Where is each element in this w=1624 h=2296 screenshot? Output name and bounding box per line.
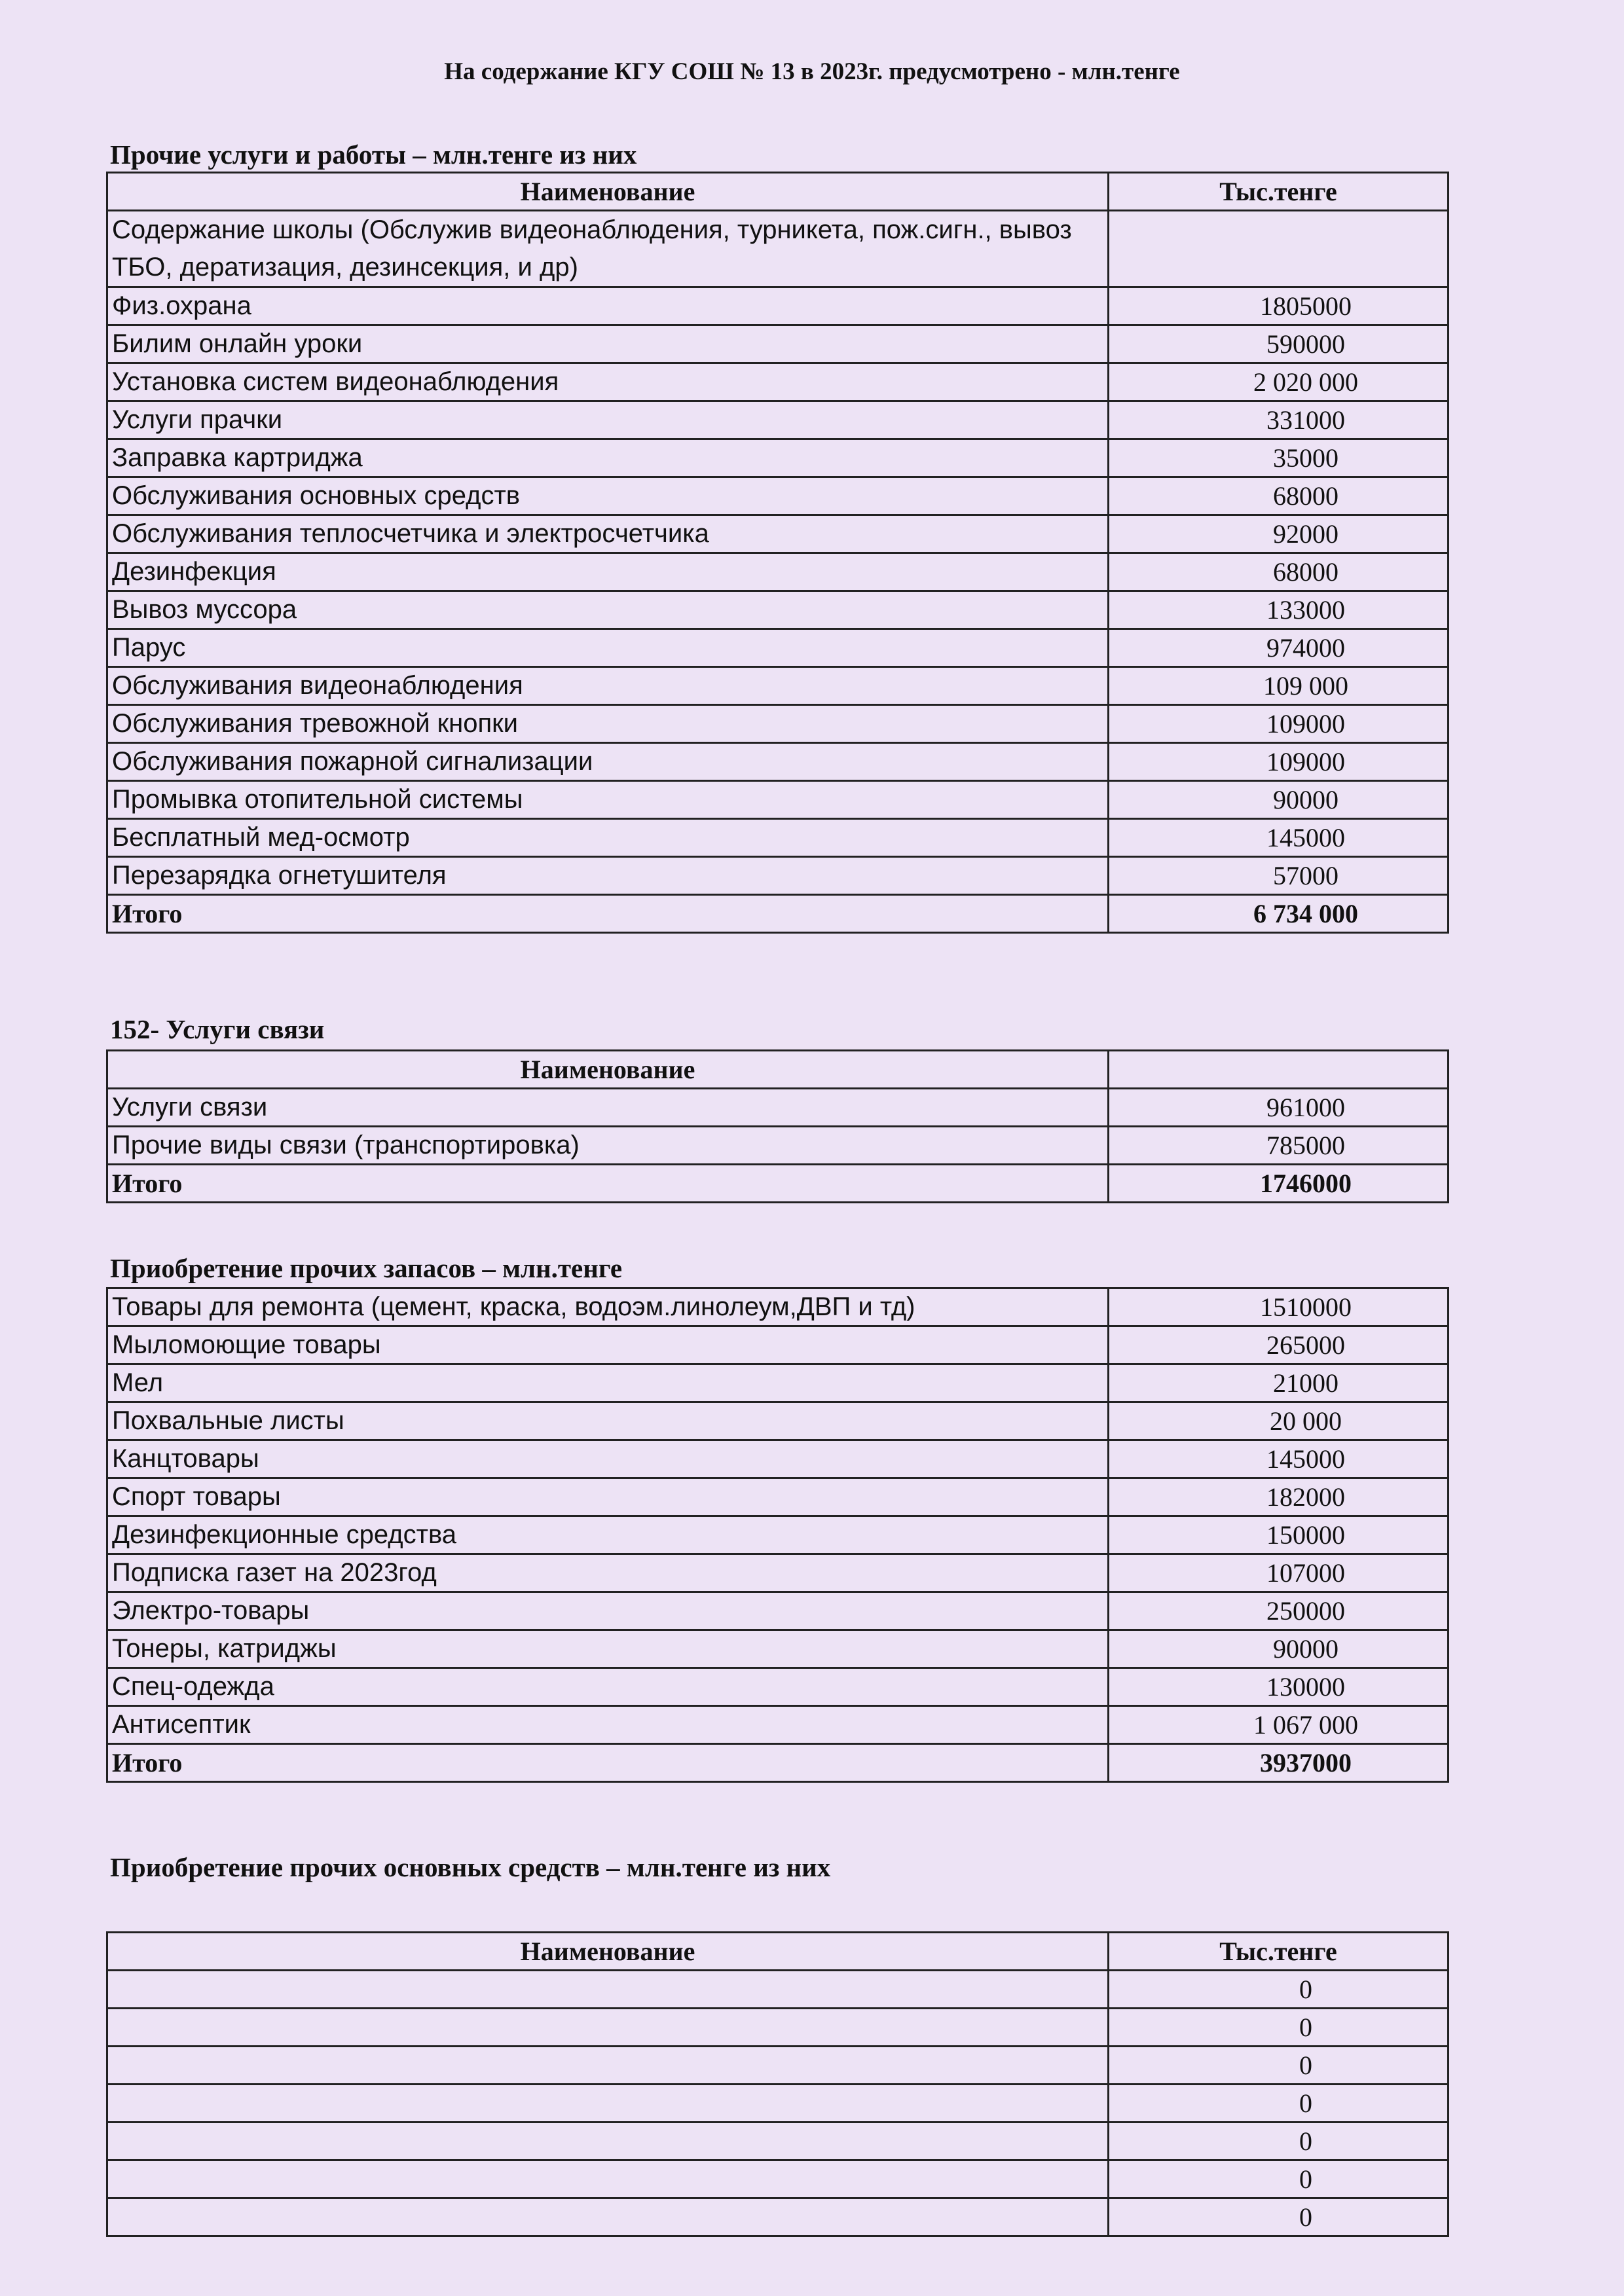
item-name: Электро-товары xyxy=(107,1592,1109,1630)
item-name: Услуги прачки xyxy=(107,401,1109,439)
item-name: Дезинфекция xyxy=(107,553,1109,591)
total-value: 1746000 xyxy=(1109,1165,1449,1203)
item-name: Мыломоющие товары xyxy=(107,1326,1109,1364)
table-row xyxy=(107,287,1449,325)
item-name: Похвальные листы xyxy=(107,1402,1109,1440)
column-header-value: Тыс.тенге xyxy=(1109,173,1449,211)
item-value: 0 xyxy=(1109,2123,1449,2160)
page-title: На содержание КГУ СОШ № 13 в 2023г. предусмотрено - млн.тенге xyxy=(444,58,1180,85)
table-row xyxy=(107,1592,1449,1630)
table-row xyxy=(107,553,1449,591)
section1-header-row xyxy=(107,173,1449,211)
item-value: 0 xyxy=(1109,1971,1449,2009)
item-name: Обслуживания тревожной кнопки xyxy=(107,705,1109,743)
table-row xyxy=(107,1668,1449,1706)
item-name: Прочие виды связи (транспортировка) xyxy=(107,1127,1109,1165)
table-row xyxy=(107,1127,1449,1165)
table-row xyxy=(107,819,1449,857)
item-value: 109000 xyxy=(1109,705,1449,743)
item-value: 0 xyxy=(1109,2047,1449,2085)
section3-table xyxy=(106,1287,1449,1783)
item-name: Антисептик xyxy=(107,1706,1109,1744)
table-row xyxy=(107,2009,1449,2047)
item-value: 961000 xyxy=(1109,1089,1449,1127)
total-value: 3937000 xyxy=(1109,1744,1449,1782)
item-value: 68000 xyxy=(1109,553,1449,591)
table-row xyxy=(107,515,1449,553)
item-name: Вывоз муссора xyxy=(107,591,1109,629)
item-value: 145000 xyxy=(1109,1440,1449,1478)
section4-heading: Приобретение прочих основных средств – млн.тенге из них xyxy=(110,1852,831,1882)
item-name: Тонеры, катриджы xyxy=(107,1630,1109,1668)
table-row xyxy=(107,1516,1449,1554)
item-name: Канцтовары xyxy=(107,1440,1109,1478)
item-name: Билим онлайн уроки xyxy=(107,325,1109,363)
item-name xyxy=(107,2123,1109,2160)
item-name: Заправка картриджа xyxy=(107,439,1109,477)
item-name xyxy=(107,2160,1109,2198)
item-value: 0 xyxy=(1109,2085,1449,2123)
item-name: Обслуживания основных средств xyxy=(107,477,1109,515)
item-name: Промывка отопительной системы xyxy=(107,781,1109,819)
section2-header-row xyxy=(107,1051,1449,1089)
item-value: 1510000 xyxy=(1109,1288,1449,1326)
item-value: 974000 xyxy=(1109,629,1449,667)
item-value: 109000 xyxy=(1109,743,1449,781)
total-label: Итого xyxy=(107,895,1109,933)
item-name: Обслуживания пожарной сигнализации xyxy=(107,743,1109,781)
item-value: 0 xyxy=(1109,2009,1449,2047)
item-value: 182000 xyxy=(1109,1478,1449,1516)
table-row xyxy=(107,401,1449,439)
total-row xyxy=(107,1744,1449,1782)
section1-heading: Прочие услуги и работы – млн.тенге из них xyxy=(110,139,637,170)
section3-body xyxy=(107,1288,1449,1782)
item-name: Спорт товары xyxy=(107,1478,1109,1516)
item-name: Подписка газет на 2023год xyxy=(107,1554,1109,1592)
table-row xyxy=(107,1402,1449,1440)
item-value: 265000 xyxy=(1109,1326,1449,1364)
item-value: 0 xyxy=(1109,2198,1449,2236)
item-value: 107000 xyxy=(1109,1554,1449,1592)
column-header-name: Наименование xyxy=(107,173,1109,211)
item-name: Мел xyxy=(107,1364,1109,1402)
table-row xyxy=(107,2085,1449,2123)
item-name: Обслуживания теплосчетчика и электросчетчика xyxy=(107,515,1109,553)
item-value: 35000 xyxy=(1109,439,1449,477)
item-value: 150000 xyxy=(1109,1516,1449,1554)
table-row xyxy=(107,325,1449,363)
item-value: 590000 xyxy=(1109,325,1449,363)
table-row xyxy=(107,705,1449,743)
item-name: Физ.охрана xyxy=(107,287,1109,325)
table-row xyxy=(107,629,1449,667)
item-value: 109 000 xyxy=(1109,667,1449,705)
total-label: Итого xyxy=(107,1744,1109,1782)
item-value: 1805000 xyxy=(1109,287,1449,325)
item-value: 130000 xyxy=(1109,1668,1449,1706)
table-row xyxy=(107,2123,1449,2160)
section4-body xyxy=(107,1971,1449,2236)
item-name: Бесплатный мед-осмотр xyxy=(107,819,1109,857)
total-label: Итого xyxy=(107,1165,1109,1203)
item-name: Дезинфекционные средства xyxy=(107,1516,1109,1554)
item-value: 68000 xyxy=(1109,477,1449,515)
column-header-name: Наименование xyxy=(107,1051,1109,1089)
table-row xyxy=(107,2047,1449,2085)
item-name: Установка систем видеонаблюдения xyxy=(107,363,1109,401)
section2-heading: 152- Услуги связи xyxy=(110,1014,325,1044)
item-name xyxy=(107,2047,1109,2085)
item-value: 1 067 000 xyxy=(1109,1706,1449,1744)
table-row xyxy=(107,363,1449,401)
table-row xyxy=(107,1706,1449,1744)
section4-table xyxy=(106,1931,1449,2237)
item-name: Перезарядка огнетушителя xyxy=(107,857,1109,895)
table-row xyxy=(107,1971,1449,2009)
item-name xyxy=(107,1971,1109,2009)
table-row xyxy=(107,1288,1449,1326)
section1-table xyxy=(106,172,1449,934)
table-row xyxy=(107,1326,1449,1364)
item-name: Услуги связи xyxy=(107,1089,1109,1127)
item-value: 331000 xyxy=(1109,401,1449,439)
item-value: 785000 xyxy=(1109,1127,1449,1165)
item-name: Обслуживания видеонаблюдения xyxy=(107,667,1109,705)
section2-body xyxy=(107,1089,1449,1203)
item-value: 2 020 000 xyxy=(1109,363,1449,401)
total-row xyxy=(107,895,1449,933)
table-row xyxy=(107,211,1449,287)
item-name: Содержание школы (Обслужив видеонаблюдения, турникета, пож.сигн., вывоз ТБО, дератизация, дезинсекция, и др) xyxy=(107,211,1109,287)
item-value: 133000 xyxy=(1109,591,1449,629)
total-value: 6 734 000 xyxy=(1109,895,1449,933)
table-row xyxy=(107,1364,1449,1402)
item-value: 0 xyxy=(1109,2160,1449,2198)
section2-table xyxy=(106,1049,1449,1203)
item-name xyxy=(107,2198,1109,2236)
item-value: 250000 xyxy=(1109,1592,1449,1630)
item-name xyxy=(107,2085,1109,2123)
item-value: 57000 xyxy=(1109,857,1449,895)
table-row xyxy=(107,1554,1449,1592)
item-name: Парус xyxy=(107,629,1109,667)
table-row xyxy=(107,439,1449,477)
section1-body xyxy=(107,211,1449,933)
table-row xyxy=(107,1630,1449,1668)
table-row xyxy=(107,591,1449,629)
item-value: 92000 xyxy=(1109,515,1449,553)
section3-heading: Приобретение прочих запасов – млн.тенге xyxy=(110,1253,623,1283)
item-value: 90000 xyxy=(1109,781,1449,819)
column-header-value xyxy=(1109,1051,1449,1089)
section4-header-row xyxy=(107,1933,1449,1971)
item-name: Спец-одежда xyxy=(107,1668,1109,1706)
column-header-value: Тыс.тенге xyxy=(1109,1933,1449,1971)
item-name: Товары для ремонта (цемент, краска, водоэм.линолеум,ДВП и тд) xyxy=(107,1288,1109,1326)
table-row xyxy=(107,857,1449,895)
table-row xyxy=(107,1089,1449,1127)
item-value: 21000 xyxy=(1109,1364,1449,1402)
table-row xyxy=(107,667,1449,705)
item-value: 145000 xyxy=(1109,819,1449,857)
table-row xyxy=(107,1478,1449,1516)
item-value xyxy=(1109,211,1449,287)
table-row xyxy=(107,2160,1449,2198)
column-header-name: Наименование xyxy=(107,1933,1109,1971)
table-row xyxy=(107,1440,1449,1478)
table-row xyxy=(107,2198,1449,2236)
table-row xyxy=(107,477,1449,515)
table-row xyxy=(107,781,1449,819)
item-value: 20 000 xyxy=(1109,1402,1449,1440)
total-row xyxy=(107,1165,1449,1203)
item-name xyxy=(107,2009,1109,2047)
table-row xyxy=(107,743,1449,781)
item-value: 90000 xyxy=(1109,1630,1449,1668)
